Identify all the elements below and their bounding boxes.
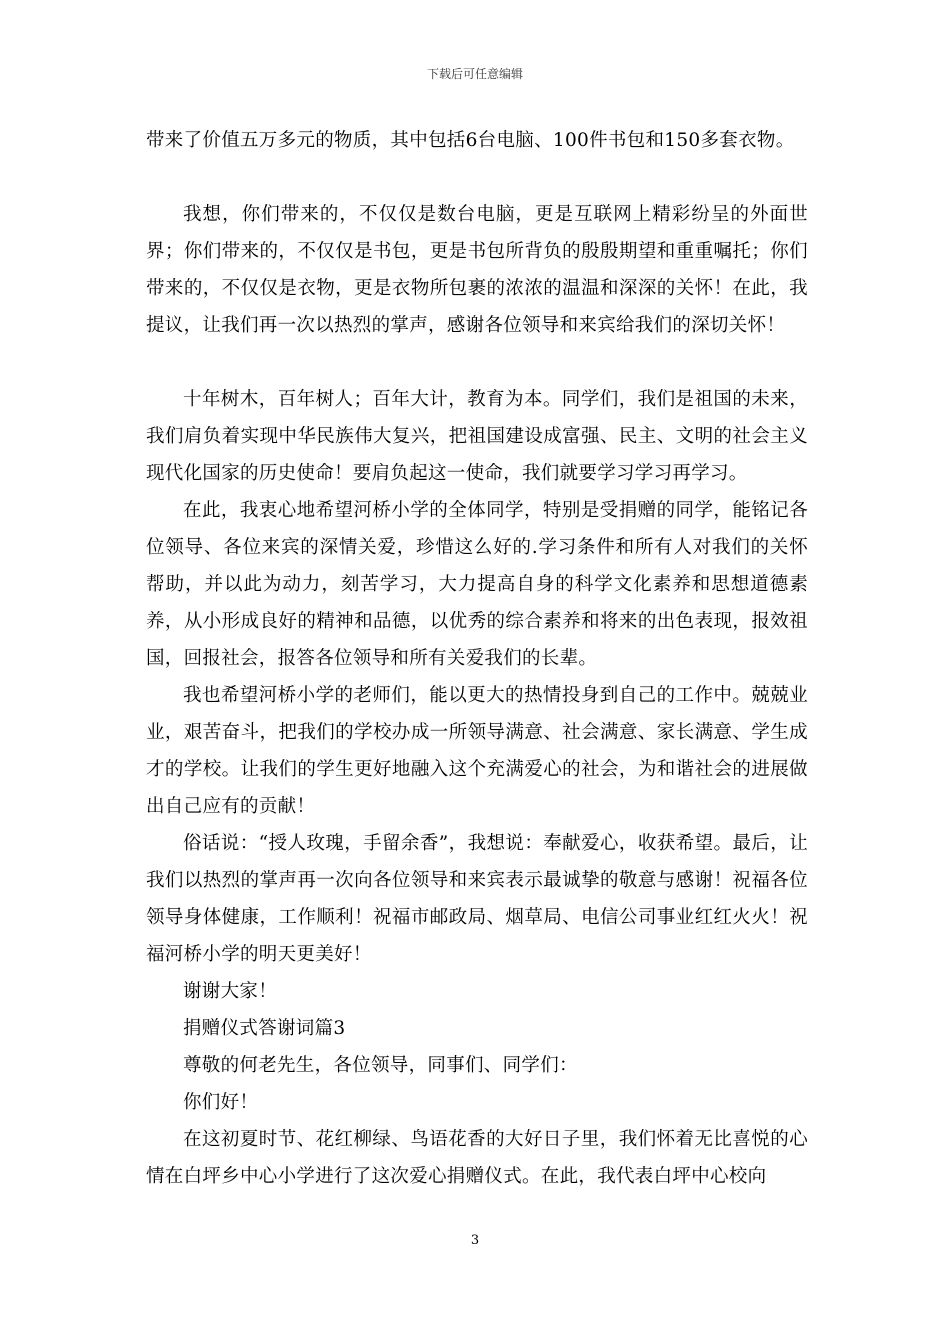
paragraph-gap bbox=[146, 344, 808, 381]
paragraph: 我想，你们带来的，不仅仅是数台电脑，更是互联网上精彩纷呈的外面世界；你们带来的，不仅仅是书包，更是书包所背负的殷殷期望和重重嘱托；你们带来的，不仅仅是衣物，更是衣物所包裹的浓浓的温温和深深的关怀！在此，我提议，让我们再一次以热烈的掌声，感谢各位领导和来宾给我们的深切关怀！ bbox=[146, 204, 808, 336]
paragraph: 俗话说：“授人玫瑰，手留余香”，我想说：奉献爱心，收获希望。最后，让我们以热烈的掌声再一次向各位领导和来宾表示最诚挚的敬意与感谢！祝福各位领导身体健康，工作顺利！祝福市邮政局、烟草局、电信公司事业红红火火！祝福河桥小学的明天更美好！ bbox=[146, 833, 808, 965]
closing-thanks: 谢谢大家！ bbox=[183, 981, 278, 1002]
paragraph: 在这初夏时节、花红柳绿、鸟语花香的大好日子里，我们怀着无比喜悦的心情在白坪乡中心小学进行了这次爱心捐赠仪式。在此，我代表白坪中心校向 bbox=[146, 1129, 808, 1187]
document-body bbox=[146, 122, 808, 1195]
paragraph: 十年树木，百年树人；百年大计，教育为本。同学们，我们是祖国的未来，我们肩负着实现中华民族伟大复兴，把祖国建设成富强、民主、文明的社会主义现代化国家的历史使命！要肩负起这一使命，我们就要学习学习再学习。 bbox=[146, 389, 808, 484]
salutation: 尊敬的何老先生，各位领导，同事们、同学们： bbox=[183, 1055, 578, 1076]
paragraph-continued: 带来了价值五万多元的物质，其中包括6台电脑、100件书包和150多套衣物。 bbox=[146, 130, 795, 151]
paragraph: 在此，我衷心地希望河桥小学的全体同学，特别是受捐赠的同学，能铭记各位领导、各位来宾的深情关爱，珍惜这么好的.学习条件和所有人对我们的关怀帮助，并以此为动力，刻苦学习，大力提高自身的科学文化素养和思想道德素养，从小形成良好的精神和品德，以优秀的综合素养和将来的出色表现，报效祖国，回报社会，报答各位领导和所有关爱我们的长辈。 bbox=[146, 500, 808, 669]
paragraph-gap bbox=[146, 159, 808, 196]
header-note: 下载后可任意编辑 bbox=[426, 67, 523, 81]
paragraph: 我也希望河桥小学的老师们，能以更大的热情投身到自己的工作中。兢兢业业，艰苦奋斗，把我们的学校办成一所领导满意、社会满意、家长满意、学生成才的学校。让我们的学生更好地融入这个充满爱心的社会，为和谐社会的进展做出自己应有的贡献！ bbox=[146, 685, 808, 817]
section-title: 捐赠仪式答谢词篇3 bbox=[183, 1018, 346, 1039]
page-number: 3 bbox=[470, 1233, 480, 1248]
greeting: 你们好！ bbox=[183, 1092, 259, 1113]
